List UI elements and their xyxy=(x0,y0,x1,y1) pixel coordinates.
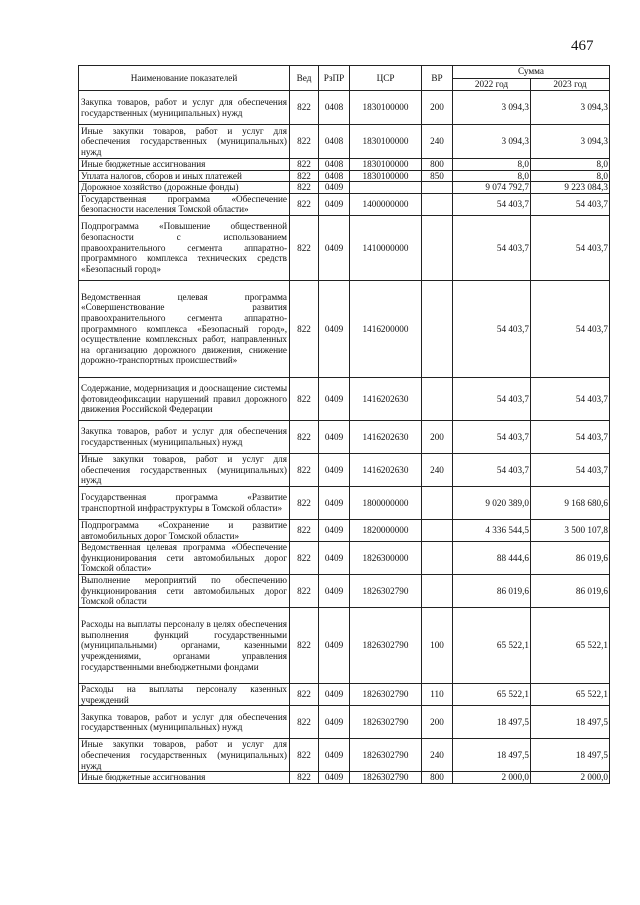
header-sum: Сумма xyxy=(453,66,610,79)
row-amount-2022: 54 403,7 xyxy=(453,377,531,420)
row-amount-2023: 54 403,7 xyxy=(531,420,610,453)
row-rzpr: 0408 xyxy=(319,91,350,125)
header-csr: ЦСР xyxy=(350,66,422,91)
row-ved: 822 xyxy=(290,193,319,215)
row-ved: 822 xyxy=(290,608,319,684)
table-row xyxy=(79,170,610,182)
table-body xyxy=(79,91,610,784)
row-amount-2023: 65 522,1 xyxy=(531,608,610,684)
row-ved: 822 xyxy=(290,575,319,608)
row-rzpr: 0409 xyxy=(319,453,350,486)
table-row xyxy=(79,542,610,575)
table-row xyxy=(79,453,610,486)
table-row xyxy=(79,91,610,125)
table-row xyxy=(79,739,610,772)
header-year-2023: 2023 год xyxy=(531,78,610,91)
row-vr: 240 xyxy=(422,739,453,772)
table-row xyxy=(79,182,610,194)
row-name: Государственная программа «Развитие транспортной инфраструктуры в Томской области» xyxy=(79,486,290,519)
row-amount-2023: 9 168 680,6 xyxy=(531,486,610,519)
row-name: Расходы на выплаты персоналу в целях обеспечения выполнения функций государственными (муниципальными) органами, казенными учреждениями, органами управления государственными внебюджетными фондами xyxy=(79,608,290,684)
row-vr xyxy=(422,280,453,377)
row-ved: 822 xyxy=(290,182,319,194)
row-vr xyxy=(422,519,453,541)
row-amount-2023: 8,0 xyxy=(531,159,610,171)
table-row xyxy=(79,608,610,684)
row-amount-2022: 18 497,5 xyxy=(453,739,531,772)
row-name: Содержание, модернизация и дооснащение системы фотовидеофиксации нарушений правил дорожного движения Российской Федерации xyxy=(79,377,290,420)
row-csr: 1830100000 xyxy=(350,125,422,159)
table-header xyxy=(79,66,610,91)
row-vr xyxy=(422,575,453,608)
row-csr: 1410000000 xyxy=(350,215,422,280)
table-row xyxy=(79,280,610,377)
row-amount-2022: 86 019,6 xyxy=(453,575,531,608)
table-row xyxy=(79,684,610,706)
row-csr: 1830100000 xyxy=(350,170,422,182)
row-amount-2022: 54 403,7 xyxy=(453,453,531,486)
row-vr: 240 xyxy=(422,125,453,159)
row-ved: 822 xyxy=(290,684,319,706)
row-ved: 822 xyxy=(290,170,319,182)
row-rzpr: 0409 xyxy=(319,608,350,684)
row-amount-2022: 4 336 544,5 xyxy=(453,519,531,541)
row-vr: 800 xyxy=(422,159,453,171)
page-number: 467 xyxy=(571,38,594,54)
row-name: Иные закупки товаров, работ и услуг для обеспечения государственных (муниципальных) нужд xyxy=(79,739,290,772)
row-vr: 800 xyxy=(422,772,453,784)
row-csr: 1826300000 xyxy=(350,542,422,575)
row-amount-2022: 2 000,0 xyxy=(453,772,531,784)
row-amount-2022: 88 444,6 xyxy=(453,542,531,575)
row-name: Уплата налогов, сборов и иных платежей xyxy=(79,170,290,182)
table-row xyxy=(79,420,610,453)
row-csr: 1400000000 xyxy=(350,193,422,215)
table-row xyxy=(79,377,610,420)
row-name: Государственная программа «Обеспечение безопасности населения Томской области» xyxy=(79,193,290,215)
table-row xyxy=(79,706,610,739)
row-amount-2023: 3 094,3 xyxy=(531,91,610,125)
row-rzpr: 0409 xyxy=(319,542,350,575)
row-rzpr: 0408 xyxy=(319,125,350,159)
row-amount-2022: 54 403,7 xyxy=(453,280,531,377)
row-csr: 1800000000 xyxy=(350,486,422,519)
row-name: Иные закупки товаров, работ и услуг для обеспечения государственных (муниципальных) нужд xyxy=(79,453,290,486)
table-row xyxy=(79,486,610,519)
row-ved: 822 xyxy=(290,420,319,453)
header-year-2022: 2022 год xyxy=(453,78,531,91)
row-amount-2023: 3 094,3 xyxy=(531,125,610,159)
row-amount-2023: 54 403,7 xyxy=(531,377,610,420)
row-csr: 1416202630 xyxy=(350,377,422,420)
row-ved: 822 xyxy=(290,159,319,171)
row-rzpr: 0408 xyxy=(319,170,350,182)
row-vr xyxy=(422,215,453,280)
row-name: Подпрограмма «Сохранение и развитие автомобильных дорог Томской области» xyxy=(79,519,290,541)
row-amount-2022: 54 403,7 xyxy=(453,420,531,453)
row-amount-2023: 86 019,6 xyxy=(531,542,610,575)
row-rzpr: 0409 xyxy=(319,193,350,215)
row-amount-2023: 54 403,7 xyxy=(531,280,610,377)
row-csr: 1416200000 xyxy=(350,280,422,377)
row-name: Ведомственная целевая программа «Совершенствование развития правоохранительного сегмента аппаратно-программного комплекса «Безопасный город», осуществление комплексных работ, направленных на организацию дорожного движения, снижение дорожно-транспортных происшествий» xyxy=(79,280,290,377)
row-amount-2022: 3 094,3 xyxy=(453,125,531,159)
row-csr: 1826302790 xyxy=(350,575,422,608)
row-csr: 1826302790 xyxy=(350,772,422,784)
row-name: Закупка товаров, работ и услуг для обеспечения государственных (муниципальных) нужд xyxy=(79,91,290,125)
row-rzpr: 0409 xyxy=(319,280,350,377)
row-csr: 1416202630 xyxy=(350,453,422,486)
row-rzpr: 0409 xyxy=(319,377,350,420)
row-rzpr: 0409 xyxy=(319,575,350,608)
row-name: Закупка товаров, работ и услуг для обеспечения государственных (муниципальных) нужд xyxy=(79,420,290,453)
row-name: Иные бюджетные ассигнования xyxy=(79,159,290,171)
row-amount-2023: 18 497,5 xyxy=(531,706,610,739)
row-amount-2022: 3 094,3 xyxy=(453,91,531,125)
table-row xyxy=(79,125,610,159)
row-name: Расходы на выплаты персоналу казенных учреждений xyxy=(79,684,290,706)
row-rzpr: 0409 xyxy=(319,182,350,194)
row-ved: 822 xyxy=(290,453,319,486)
row-ved: 822 xyxy=(290,706,319,739)
header-name: Наименование показателей xyxy=(79,66,290,91)
table-row xyxy=(79,519,610,541)
row-name: Дорожное хозяйство (дорожные фонды) xyxy=(79,182,290,194)
row-rzpr: 0409 xyxy=(319,706,350,739)
table-row xyxy=(79,159,610,171)
header-vr: ВР xyxy=(422,66,453,91)
row-vr: 200 xyxy=(422,91,453,125)
row-name: Подпрограмма «Повышение общественной безопасности с использованием правоохранительного сегмента аппаратно-программного комплекса технических средств «Безопасный город» xyxy=(79,215,290,280)
row-amount-2023: 18 497,5 xyxy=(531,739,610,772)
row-vr xyxy=(422,486,453,519)
table-row xyxy=(79,193,610,215)
row-amount-2022: 8,0 xyxy=(453,170,531,182)
row-ved: 822 xyxy=(290,215,319,280)
row-name: Ведомственная целевая программа «Обеспечение функционирования сети автомобильных дорог Томской области» xyxy=(79,542,290,575)
row-csr: 1826302790 xyxy=(350,608,422,684)
row-rzpr: 0409 xyxy=(319,684,350,706)
row-ved: 822 xyxy=(290,125,319,159)
row-csr: 1820000000 xyxy=(350,519,422,541)
row-amount-2023: 9 223 084,3 xyxy=(531,182,610,194)
table-row xyxy=(79,772,610,784)
row-amount-2023: 65 522,1 xyxy=(531,684,610,706)
row-name: Иные закупки товаров, работ и услуг для обеспечения государственных (муниципальных) нужд xyxy=(79,125,290,159)
row-csr: 1826302790 xyxy=(350,706,422,739)
row-csr: 1830100000 xyxy=(350,159,422,171)
row-name: Закупка товаров, работ и услуг для обеспечения государственных (муниципальных) нужд xyxy=(79,706,290,739)
header-ved: Вед xyxy=(290,66,319,91)
row-vr: 200 xyxy=(422,706,453,739)
row-ved: 822 xyxy=(290,772,319,784)
row-amount-2023: 54 403,7 xyxy=(531,453,610,486)
row-amount-2022: 54 403,7 xyxy=(453,215,531,280)
row-amount-2023: 86 019,6 xyxy=(531,575,610,608)
row-amount-2022: 65 522,1 xyxy=(453,684,531,706)
row-csr: 1416202630 xyxy=(350,420,422,453)
row-amount-2022: 54 403,7 xyxy=(453,193,531,215)
row-ved: 822 xyxy=(290,377,319,420)
row-csr: 1830100000 xyxy=(350,91,422,125)
row-vr xyxy=(422,182,453,194)
row-vr xyxy=(422,193,453,215)
row-vr: 240 xyxy=(422,453,453,486)
row-amount-2023: 54 403,7 xyxy=(531,215,610,280)
row-ved: 822 xyxy=(290,486,319,519)
row-ved: 822 xyxy=(290,91,319,125)
row-rzpr: 0409 xyxy=(319,739,350,772)
row-vr xyxy=(422,377,453,420)
row-ved: 822 xyxy=(290,280,319,377)
row-amount-2022: 8,0 xyxy=(453,159,531,171)
row-ved: 822 xyxy=(290,542,319,575)
row-csr: 1826302790 xyxy=(350,739,422,772)
row-vr xyxy=(422,542,453,575)
row-rzpr: 0409 xyxy=(319,215,350,280)
row-rzpr: 0409 xyxy=(319,772,350,784)
row-amount-2022: 9 074 792,7 xyxy=(453,182,531,194)
row-amount-2022: 65 522,1 xyxy=(453,608,531,684)
row-vr: 100 xyxy=(422,608,453,684)
row-rzpr: 0409 xyxy=(319,519,350,541)
row-csr xyxy=(350,182,422,194)
row-amount-2023: 2 000,0 xyxy=(531,772,610,784)
row-vr: 200 xyxy=(422,420,453,453)
table-row xyxy=(79,215,610,280)
row-amount-2022: 18 497,5 xyxy=(453,706,531,739)
row-vr: 110 xyxy=(422,684,453,706)
table-row xyxy=(79,575,610,608)
row-amount-2023: 54 403,7 xyxy=(531,193,610,215)
row-amount-2023: 8,0 xyxy=(531,170,610,182)
row-csr: 1826302790 xyxy=(350,684,422,706)
row-name: Выполнение мероприятий по обеспечению функционирования сети автомобильных дорог Томской области xyxy=(79,575,290,608)
row-name: Иные бюджетные ассигнования xyxy=(79,772,290,784)
header-rzpr: РзПР xyxy=(319,66,350,91)
row-ved: 822 xyxy=(290,519,319,541)
row-rzpr: 0408 xyxy=(319,159,350,171)
row-vr: 850 xyxy=(422,170,453,182)
budget-table xyxy=(78,65,610,784)
row-amount-2022: 9 020 389,0 xyxy=(453,486,531,519)
row-ved: 822 xyxy=(290,739,319,772)
row-amount-2023: 3 500 107,8 xyxy=(531,519,610,541)
row-rzpr: 0409 xyxy=(319,420,350,453)
row-rzpr: 0409 xyxy=(319,486,350,519)
